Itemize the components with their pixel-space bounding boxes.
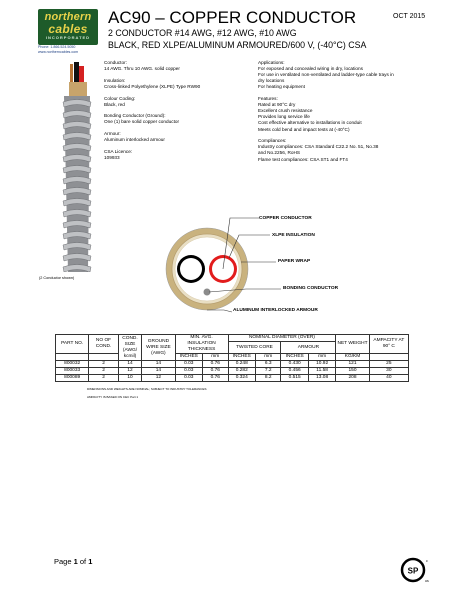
header-twisted-core: TWISTED CORE [228, 342, 281, 354]
cell-net-weight: 150 [336, 368, 369, 375]
cell-cond-size: 12 [118, 368, 142, 375]
svg-text:SP [408, 567, 419, 576]
csa-mark-text: SP [407, 566, 419, 576]
cell-armour-mm: 10.92 [308, 361, 335, 368]
application-line: For heating equipment [258, 84, 305, 90]
label-armour: ALUMINUM INTERLOCKED ARMOUR [233, 308, 318, 313]
insulation-heading: Insulation: [104, 77, 126, 83]
compliance-line: and No.2256, RoHS [258, 150, 300, 156]
logo-line3: INCORPORATED [45, 35, 91, 40]
page-of: of [77, 557, 89, 566]
csa-certification-logo [399, 555, 429, 585]
conductor-heading: Conductor: [104, 60, 127, 65]
logo-line1: northern [44, 11, 92, 23]
feature-line: Excellent crush resistance [258, 108, 313, 114]
cell-insulation-inches: 0.03 [175, 361, 202, 368]
cell-net-weight: 121 [336, 361, 369, 368]
bonding-heading: Bonding Conductor (Ground): [104, 113, 166, 119]
cell-part-no: 800032 [56, 361, 89, 368]
page-title: AC90 – COPPER CONDUCTOR [108, 8, 357, 27]
logo-line2: cables [48, 22, 88, 36]
fine-print-ampacity: AMPACITY IS BASED ON CEC Part 1 [87, 395, 139, 399]
page-indicator [54, 557, 92, 566]
cell-insulation-inches: 0.03 [175, 375, 202, 382]
spec-left-column [104, 60, 239, 167]
subtitle-line1: 2 CONDUCTOR #14 AWG, #12 AWG, #10 AWG [108, 28, 297, 38]
bonding-value: One (1) bare solid copper conductor [104, 119, 180, 125]
compliance-line: Industry compliances: CSA Standard C22.2 No. 51, No.38 [258, 144, 379, 150]
licence-heading: CSA Licence: [104, 148, 133, 154]
cell-no-of-cond: 2 [89, 368, 118, 375]
unit-inches: INCHES [228, 354, 255, 361]
cross-section-diagram [164, 212, 359, 322]
header-blank [89, 354, 118, 361]
cell-armour-inches: 0.456 [281, 368, 308, 375]
feature-line: Provides long service life [258, 114, 310, 120]
cell-ground-wire: 14 [142, 361, 175, 368]
header-no-of-cond: NO OF COND. [89, 335, 118, 354]
cable-illustration [50, 62, 102, 272]
application-line: For exposed and concealed wiring in dry, locations [258, 66, 363, 72]
cell-no-of-cond: 2 [89, 361, 118, 368]
cell-part-no: 800033 [56, 368, 89, 375]
spec-right-column [258, 60, 428, 168]
label-xlpe-insulation: XLPE INSULATION [272, 233, 315, 238]
cell-twisted-inches: 0.248 [228, 361, 255, 368]
unit-inches: INCHES [281, 354, 308, 361]
header-ampacity: AMPACITY AT 90° C [369, 335, 408, 354]
unit-weight: KG/KM [336, 354, 369, 361]
header-part-no: PART NO. [56, 335, 89, 354]
cell-armour-mm: 13.08 [308, 375, 335, 382]
cell-twisted-mm: 7.2 [255, 368, 280, 375]
compliance-line: Flame test compliances: CSA ST1 and FT4 [258, 156, 348, 162]
cell-ampacity: 25 [369, 361, 408, 368]
label-paper-wrap: PAPER WRAP [278, 259, 311, 264]
header-blank [369, 354, 408, 361]
feature-line: Rated at 90°C dry [258, 102, 296, 108]
company-logo [38, 9, 98, 45]
armour-heading: Armour: [104, 131, 121, 137]
unit-mm: mm [203, 354, 228, 361]
cell-insulation-mm: 0.76 [203, 368, 228, 375]
spec-table-body [56, 361, 409, 382]
cell-twisted-mm: 6.3 [255, 361, 280, 368]
svg-text:us: us [425, 579, 429, 583]
page-current: 1 [73, 557, 78, 566]
insulation-value: Cross-linked Polyethylene (XLPE) Type RW90 [104, 83, 201, 89]
cell-twisted-inches: 0.282 [228, 368, 255, 375]
application-line: dry locations [258, 78, 285, 84]
licence-value: 109933 [104, 155, 120, 160]
applications-heading: Applications: [258, 60, 285, 65]
label-bonding-conductor: BONDING CONDUCTOR [283, 286, 339, 291]
cell-insulation-mm: 0.76 [203, 375, 228, 382]
document-date: OCT 2015 [393, 13, 426, 20]
paper-wrap [69, 82, 87, 98]
colour-heading: Colour Coding: [104, 95, 136, 101]
unit-inches: INCHES [175, 354, 202, 361]
contact-info [38, 45, 78, 55]
fine-print-dimensions: DIMENSIONS AND WEIGHTS ARE NOMINAL; SUBJECT TO INDUSTRY TOLERANCES [87, 387, 207, 391]
unit-mm: mm [308, 354, 335, 361]
cell-cond-size: 14 [118, 361, 142, 368]
cell-no-of-cond: 2 [89, 375, 118, 382]
application-line: For use in ventilated non-ventilated and ladder-type cable trays in [258, 72, 394, 78]
feature-line: Meets cold bend and impact tests at (-40°C) [258, 126, 350, 132]
table-row [56, 368, 409, 375]
conductor-value: 14 AWG. Thru 10 AWG. solid copper [104, 66, 180, 72]
cell-armour-inches: 0.430 [281, 361, 308, 368]
cell-twisted-inches: 0.324 [228, 375, 255, 382]
cable-note: (2 Conductor shown) [39, 276, 75, 280]
colour-value: Black, red [104, 101, 125, 107]
contact-phone: Phone: 1.866.524.5050 [38, 45, 76, 49]
contact-web[interactable]: www.northerncables.com [38, 50, 79, 54]
spec-table [55, 334, 409, 382]
cell-ampacity: 30 [369, 368, 408, 375]
header-net-weight: NET WEIGHT [336, 335, 369, 354]
black-copper-conductor [180, 258, 202, 280]
cell-ampacity: 40 [369, 375, 408, 382]
leader-armour [207, 310, 232, 312]
header-min-insulation: MIN. AVG. INSULATION THICKNESS [175, 335, 228, 354]
header-blank [56, 354, 89, 361]
cell-insulation-inches: 0.03 [175, 368, 202, 375]
header-cond-size: COND. SIZE (AWG/ kcmil) [118, 335, 142, 361]
cell-armour-inches: 0.515 [281, 375, 308, 382]
subtitle-line2: BLACK, RED XLPE/ALUMINUM ARMOURED/600 V, (-40°C) CSA [108, 39, 367, 50]
cell-ground-wire: 14 [142, 368, 175, 375]
feature-line: Cost effective alternative to installations in conduit [258, 120, 362, 126]
cell-cond-size: 10 [118, 375, 142, 382]
table-row [56, 361, 409, 368]
table-row [56, 375, 409, 382]
cell-ground-wire: 12 [142, 375, 175, 382]
cell-net-weight: 208 [336, 375, 369, 382]
svg-text:c: c [426, 559, 428, 563]
page-subtitle [108, 28, 366, 51]
page-total: 1 [88, 557, 93, 566]
cell-insulation-mm: 0.76 [203, 361, 228, 368]
compliances-heading: Compliances: [258, 138, 287, 144]
features-heading: Features: [258, 96, 278, 102]
header-ground-wire: GROUND WIRE SIZE (AWG) [142, 335, 175, 361]
label-copper-conductor: COPPER CONDUCTOR [259, 216, 312, 221]
header-armour: ARMOUR [281, 342, 336, 354]
cell-armour-mm: 11.58 [308, 368, 335, 375]
unit-mm: mm [255, 354, 280, 361]
page-prefix: Page [54, 557, 74, 566]
cell-twisted-mm: 8.2 [255, 375, 280, 382]
header-nominal-diameter: NOMINAL DIAMETER (OVER) [228, 335, 336, 342]
armour-value: Aluminum interlocked armour [104, 137, 165, 143]
cell-part-no: 800089 [56, 375, 89, 382]
